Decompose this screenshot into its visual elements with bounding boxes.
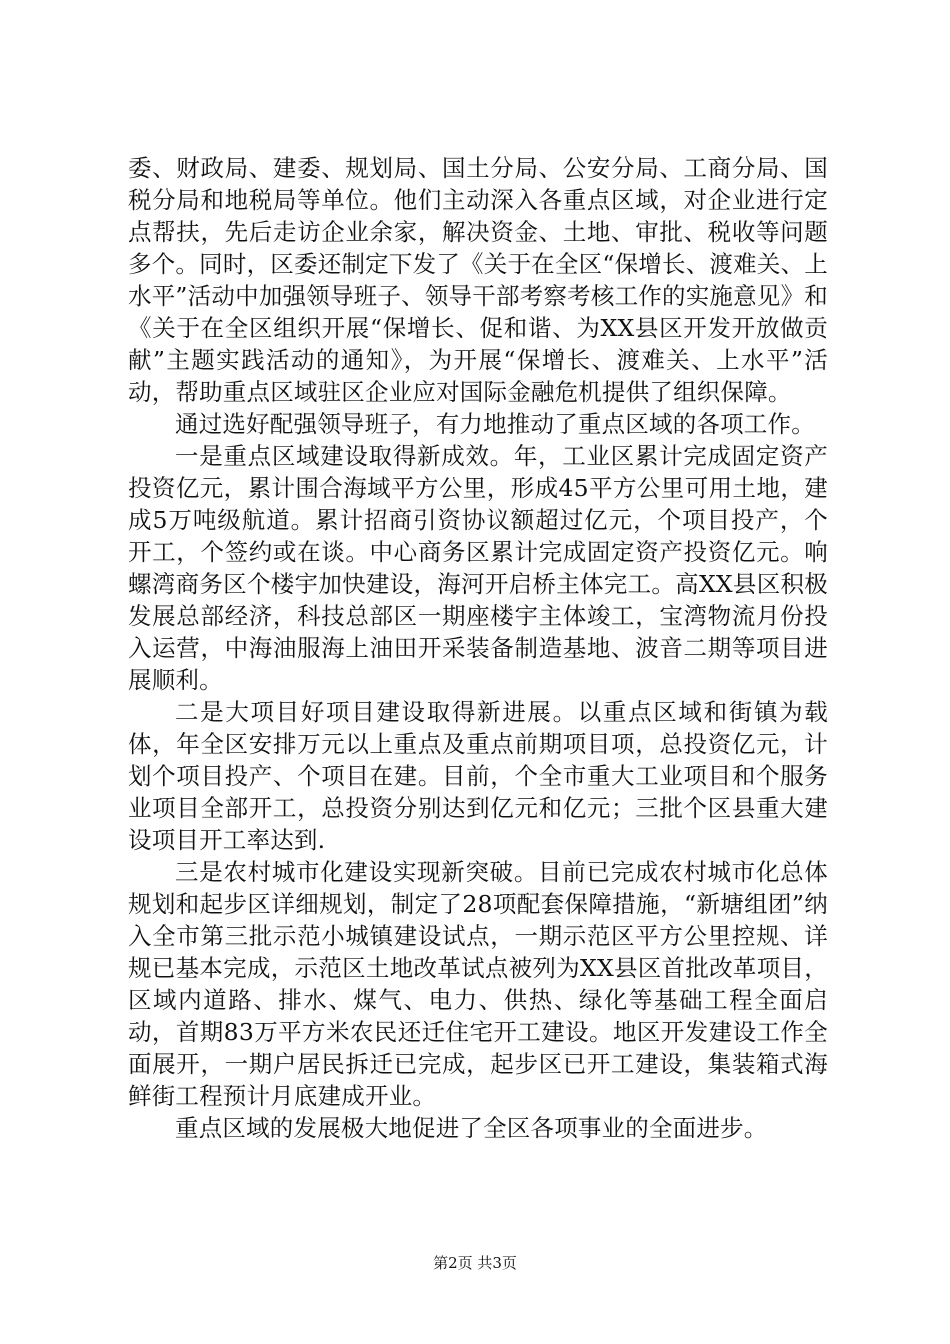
- paragraph-2: 通过选好配强领导班子，有力地推动了重点区域的各项工作。: [175, 410, 815, 438]
- paragraph-5: 三是农村城市化建设实现新突破。目前已完成农村城市化总体规划和起步区详细规划，制定了28项配套保障措施，“新塘组团”纳入全市第三批示范小城镇建设试点，一期示范区平方公里控规、详规已基本完成，示范区土地改革试点被列为XX县区首批改革项目，区域内道路、排水、煤气、电力、供热、绿化等基础工程全面启动，首期83万平方米农民还迁住宅开工建设。地区开发建设工作全面展开，一期户居民拆迁已完成，起步区已开工建设，集装箱式海鲜街工程预计月底建成开业。: [128, 858, 828, 1110]
- paragraph-6: 重点区域的发展极大地促进了全区各项事业的全面进步。: [175, 1114, 768, 1142]
- page-footer: [0, 1253, 950, 1273]
- page-number-label: 第2页 共3页: [433, 1254, 517, 1272]
- paragraph-4: 二是大项目好项目建设取得新进展。以重点区域和街镇为载体，年全区安排万元以上重点及重点前期项目项，总投资亿元，计划个项目投产、个项目在建。目前，个全市重大工业项目和个服务业项目全部开工，总投资分别达到亿元和亿元；三批个区县重大建设项目开工率达到.: [128, 698, 828, 854]
- paragraph-1: 委、财政局、建委、规划局、国土分局、公安分局、工商分局、国税分局和地税局等单位。他们主动深入各重点区域，对企业进行定点帮扶，先后走访企业余家，解决资金、土地、审批、税收等问题多个。同时，区委还制定下发了《关于在全区“保增长、渡难关、上水平”活动中加强领导班子、领导干部考察考核工作的实施意见》和《关于在全区组织开展“保增长、促和谐、为XX县区开发开放做贡献”主题实践活动的通知》，为开展“保增长、渡难关、上水平”活动，帮助重点区域驻区企业应对国际金融危机提供了组织保障。: [128, 154, 828, 406]
- document-body: [128, 152, 828, 1144]
- paragraph-3: 一是重点区域建设取得新成效。年，工业区累计完成固定资产投资亿元，累计围合海域平方公里，形成45平方公里可用土地，建成5万吨级航道。累计招商引资协议额超过亿元，个项目投产，个开工，个签约或在谈。中心商务区累计完成固定资产投资亿元。响螺湾商务区个楼宇加快建设，海河开启桥主体完工。高XX县区积极发展总部经济，科技总部区一期座楼宇主体竣工，宝湾物流月份投入运营，中海油服海上油田开采装备制造基地、波音二期等项目进展顺利。: [128, 442, 828, 694]
